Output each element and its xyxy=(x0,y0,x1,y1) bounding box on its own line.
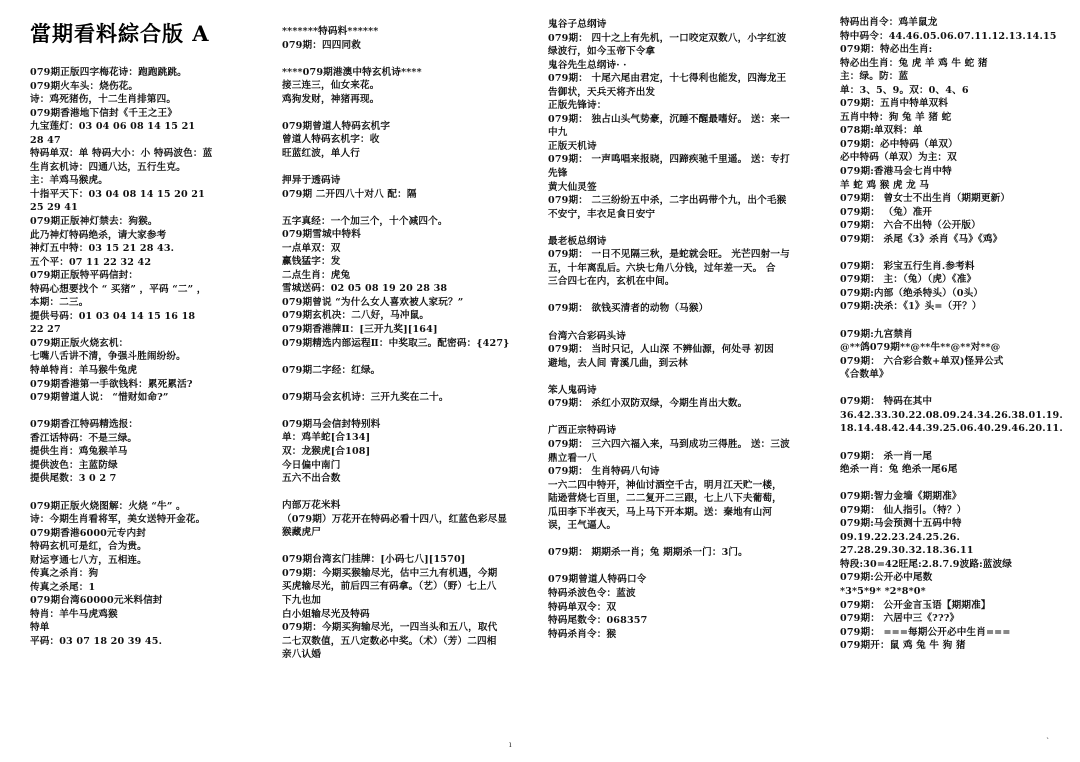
text-line: 079期： 仙人指引。（特？） xyxy=(840,504,967,516)
text-line: 五，十年离乱后。六块七角八分钱，过年差一天。 合 xyxy=(548,262,776,274)
text-line: 079期：四四同救 xyxy=(282,39,361,51)
text-line: 五肖中特：狗 兔 羊 猪 蛇 xyxy=(840,111,952,123)
text-line: 079期曾道人特码玄机字 xyxy=(282,120,391,132)
text-line: 诗：鸡死猪伤，十二生肖排第四。 xyxy=(30,94,177,106)
column-3 xyxy=(548,18,806,641)
spacer xyxy=(840,246,1072,260)
text-line: 《合数单》 xyxy=(840,369,889,381)
text-line: 09.19.22.23.24.25.26. xyxy=(840,531,960,543)
footer-mark-1: ı xyxy=(509,740,512,749)
text-line: 平码：03 07 18 20 39 45. xyxy=(30,635,163,647)
text-line: 接三连三，仙女来花。 xyxy=(282,80,380,92)
text-line: 079期香江特码精选报： xyxy=(30,419,139,431)
text-line: 079期二字经：红绿。 xyxy=(282,364,381,376)
text-line: 告御状，天兵天将齐出发 xyxy=(548,86,656,98)
text-line: 特中码令：44.46.05.06.07.11.12.13.14.15 xyxy=(840,30,1057,42)
text-line: 079期:马会预测十五码中特 xyxy=(840,518,962,530)
text-line: 079期正版特平码信封： xyxy=(30,270,139,282)
text-line: 079期： 生肖特码八句诗 xyxy=(548,466,660,478)
spacer xyxy=(548,316,806,330)
text-line: 生肖玄机诗：四通八达，五行生克。 xyxy=(30,161,186,173)
spacer xyxy=(548,289,806,303)
spacer xyxy=(282,160,534,174)
spacer xyxy=(548,560,806,574)
text-line: 鸡狗发财，神猪再现。 xyxy=(282,93,380,105)
text-line: 079期香港第一手欲钱料：累死累活? xyxy=(30,378,193,390)
text-line: 本期：二三。 xyxy=(30,297,89,309)
text-line: 误，王气逼人。 xyxy=(548,520,617,532)
spacer xyxy=(282,404,534,418)
text-line: 079期： ===每期公开必中生肖=== xyxy=(840,626,1011,638)
text-line: 079期马会信封特别料 xyxy=(282,418,381,430)
text-line: 079期香港牌Ⅱ：[三开九奖][164] xyxy=(282,324,438,336)
text-line: 主：绿。防：蓝 xyxy=(840,71,909,83)
text-line: 鬼谷子总纲诗 xyxy=(548,19,607,30)
text-line: 香江话特码：不是三绿。 xyxy=(30,432,138,444)
text-line: 诗：今期生肖看将军，美女送特开金花。 xyxy=(30,514,206,526)
text-line: 079期台湾60000元米料信封 xyxy=(30,595,163,607)
text-line: *3*5*9* *2*8*0* xyxy=(840,585,926,597)
spacer xyxy=(840,436,1072,450)
text-line: 079期： 主：（兔）（虎）《准》 xyxy=(840,274,977,286)
spacer xyxy=(282,201,534,215)
text-line: 内部万花米料 xyxy=(282,500,341,512)
text-line: 特码尾数令：068357 xyxy=(548,615,648,627)
text-line: 079期:智力金墙《期期准》 xyxy=(840,491,962,503)
text-line: 36.42.33.30.22.08.09.24.34.26.38.01.19. xyxy=(840,409,1063,421)
text-line: 旺蓝红波，单人行 xyxy=(282,147,360,159)
spacer xyxy=(548,370,806,384)
text-line: 绝杀一肖：兔 绝杀一尾6尾 xyxy=(840,464,958,476)
text-line: 二七双数值，五八定数必中奖。（术）（芳）二四相 xyxy=(282,635,497,647)
column-2 xyxy=(282,25,534,662)
text-line: 079期： 公开金言玉语【期期准】 xyxy=(840,599,991,611)
text-line: 079期： 六合不出特（公开版） xyxy=(840,220,981,232)
text-line: 079期台湾玄门挂牌：[小码七八][1570] xyxy=(282,554,466,566)
column-1 xyxy=(30,66,270,649)
text-line: 猴藏虎尸 xyxy=(282,527,321,539)
spacer xyxy=(282,106,534,120)
text-line: @**鸽079期**@**牛**@**对**@ xyxy=(840,342,1001,354)
text-line: 特码玄机可是红，合为贵。 xyxy=(30,541,147,553)
spacer xyxy=(282,377,534,391)
spacer xyxy=(282,350,534,364)
text-line: 特码心想要找个 “ 买猪” ，平码 “二” ， xyxy=(30,283,207,295)
text-line: 079期:公开必中尾数 xyxy=(840,572,933,584)
text-line: 079期正版四字梅花诗：跑跑跳跳。 xyxy=(30,67,187,78)
text-line: 25 29 41 xyxy=(30,202,78,214)
page-title: 當期看料綜合版 A xyxy=(30,21,210,46)
text-line: 白小姐输尽光及特码 xyxy=(282,608,370,620)
text-line: 079期： 杀红小双防双绿，今期生肖出大数。 xyxy=(548,398,748,410)
text-line: 079期： 二三纷纷五中杀，二字出码带个九，出个毛猴 xyxy=(548,195,787,207)
text-line: 079期曾道人特码口令 xyxy=(548,574,647,586)
text-line: 079期： 当时只记，人山深 不辨仙源，何处寻 初因 xyxy=(548,344,774,356)
text-line: 079期正版神灯禁去：狗猴。 xyxy=(30,216,158,228)
text-line: 提供波色：主蓝防绿 xyxy=(30,459,118,471)
text-line: 079期:香港马会七肖中特 xyxy=(840,166,952,178)
text-line: 079期：必中特码（单双） xyxy=(840,138,958,150)
text-line: 此乃神灯特码绝杀，请大家参考 xyxy=(30,229,167,241)
text-line: 079期：今期买狗输尽光，一四当头和五八，取代 xyxy=(282,622,498,634)
text-line: 079期玄机决：二八好，马冲鼠。 xyxy=(282,310,430,322)
text-line: 黄大仙灵签 xyxy=(548,181,597,193)
text-line: 079期 二开四八十对八 配：隔 xyxy=(282,188,417,200)
text-line: 079期香港地下信封《千王之王》 xyxy=(30,107,178,119)
text-line: 提供号码：01 03 04 14 15 16 18 xyxy=(30,310,196,322)
text-line: 特码杀波色令：蓝波 xyxy=(548,587,636,599)
spacer xyxy=(548,411,806,425)
text-line: 079期正版火烧图解：火烧 “牛” 。 xyxy=(30,500,186,512)
text-line: 特码杀肖令：猴 xyxy=(548,628,617,640)
text-line: 鬼谷先生总纲诗· · xyxy=(548,59,627,71)
text-line: 双：龙猴虎[合108] xyxy=(282,445,371,457)
text-line: 必中特码（单双）为主：双 xyxy=(840,152,957,164)
text-line: 五字真经：一个加三个，十个减四个。 xyxy=(282,215,448,227)
text-line: 079期： 六居中三《???》 xyxy=(840,613,960,625)
text-line: 079期正版火烧玄机： xyxy=(30,337,129,349)
text-line: （079期）万花开在特码必看十四八，红蓝色彩尽显 xyxy=(282,513,508,525)
text-line: 079期： 三六四六福入来，马到成功三得胜。 送：三波 xyxy=(548,438,790,450)
text-line: 079期：五肖中特单双料 xyxy=(840,98,949,110)
text-line: 台湾六合彩码头诗 xyxy=(548,330,626,342)
text-line: 买虎输尽光，前后四三有码拿。（艺）（野）七上八 xyxy=(282,581,497,593)
text-line: 079期开：鼠 鸡 兔 牛 狗 猪 xyxy=(840,640,966,652)
text-line: 特码单双：单 特码大小：小 特码波色：蓝 xyxy=(30,148,213,160)
spacer xyxy=(840,477,1072,491)
text-line: 传真之杀肖：狗 xyxy=(30,568,99,580)
text-line: 特单特肖：羊马猴牛兔虎 xyxy=(30,365,138,377)
text-line: 陆逊营烧七百里，二二复开二三跟，七上八下夫葡萄， xyxy=(548,493,782,505)
text-line: 一六二四中特开，神仙讨酒空千古，明月江天贮一楼， xyxy=(548,479,782,491)
text-line: 特段:30=42旺尾:2.8.7.9波路:蓝波绿 xyxy=(840,558,1013,570)
text-line: 单：鸡羊蛇[合134] xyxy=(282,432,371,444)
text-line: 079期： 特码在其中 xyxy=(840,396,933,408)
text-line: 特码单双令：双 xyxy=(548,601,617,613)
text-line: 22 27 xyxy=(30,324,61,336)
text-line: 079期：今期买猴输尽光，估中三九有机遇，今期 xyxy=(282,567,498,579)
text-line: 18.14.48.42.44.39.25.06.40.29.46.20.11. xyxy=(840,423,1063,435)
text-line: *******特码料****** xyxy=(282,26,379,37)
text-line: 最老板总纲诗 xyxy=(548,235,607,247)
text-line: 亲八认婚 xyxy=(282,649,321,661)
text-line: 079期：特必出生肖: xyxy=(840,44,933,56)
text-line: 主：羊鸡马猴虎。 xyxy=(30,175,108,187)
text-line: 九宝莲灯：03 04 06 08 14 15 21 xyxy=(30,121,196,133)
text-line: 079期:内部（绝杀特头）（0头） xyxy=(840,287,984,299)
text-line: 单：3、5、9。双：0、4、6 xyxy=(840,84,969,96)
text-line: 特必出生肖：兔 虎 羊 鸡 牛 蛇 猪 xyxy=(840,57,988,69)
text-line: 079期火车头：烧伤花。 xyxy=(30,80,139,92)
text-line: 正版天机诗 xyxy=(548,140,597,152)
text-line: 078期:单双料：单 xyxy=(840,125,923,137)
spacer xyxy=(840,314,1072,328)
text-line: 079期： 欲钱买清者的动物（马猴） xyxy=(548,303,709,315)
text-line: 中九 xyxy=(548,127,568,139)
text-line: 079期曾道人说： “惜财如命?” xyxy=(30,392,169,404)
text-line: 十指平天下：03 04 08 14 15 20 21 xyxy=(30,188,205,200)
text-line: 正版先锋诗： xyxy=(548,100,607,112)
text-line: 079期:九宫禁肖 xyxy=(840,328,913,340)
text-line: 五六不出合数 xyxy=(282,473,341,485)
text-line: 七嘴八舌讲不清，争强斗胜闹纷纷。 xyxy=(30,351,186,363)
text-line: 079期： 六合彩合数+单双)怪异公式 xyxy=(840,355,1004,367)
text-line: 传真之杀尾：1 xyxy=(30,581,96,593)
text-line: 财运亨通七八方，五相连。 xyxy=(30,554,147,566)
text-line: 鼎立看一八 xyxy=(548,452,597,464)
text-line: 瓜田李下半夜天，马上马下开本期。送：秦地有山河 xyxy=(548,506,773,518)
text-line: 079期： 一日不见隔三秋，是蛇就会旺。 光芒四射一与 xyxy=(548,249,790,261)
text-line: 079期： 十尾六尾由君定，十七得利也能发，四海龙王 xyxy=(548,73,787,85)
footer-mark-2: ` xyxy=(1046,737,1050,746)
spacer xyxy=(282,486,534,500)
text-line: 曾道人特码玄机字：收 xyxy=(282,134,380,146)
text-line: 079期： 期期杀一肖；兔 期期杀一门：3门。 xyxy=(548,547,748,559)
text-line: 079期： 杀一肖一尾 xyxy=(840,450,933,462)
spacer xyxy=(30,405,270,419)
text-line: 079期香港6000元专内封 xyxy=(30,527,146,539)
text-line: 绿波行，如今玉帝下令拿 xyxy=(548,46,656,58)
text-line: 笨人鬼码诗 xyxy=(548,384,597,396)
column-4 xyxy=(840,16,1072,653)
text-line: 079期： 独占山头气势豪，沉睡不醒最嗜好。 送：来一 xyxy=(548,113,790,125)
text-line: 三合四七在内，玄机在中间。 xyxy=(548,276,675,288)
spacer xyxy=(840,382,1072,396)
text-line: 079期曾说 “为什么女人喜欢被人家玩？” xyxy=(282,296,464,308)
spacer xyxy=(30,486,270,500)
text-line: 羊 蛇 鸡 猴 虎 龙 马 xyxy=(840,179,930,191)
text-line: 先锋 xyxy=(548,168,568,180)
text-line: 079期： （兔）准开 xyxy=(840,206,933,218)
text-line: 079期： 杀尾《3》杀肖《马》《鸡》 xyxy=(840,233,1003,245)
text-line: 079期:决杀：《1》头=（开？） xyxy=(840,301,982,313)
text-line: 今日偏中南门 xyxy=(282,459,341,471)
text-line: 赢钱猛字：发 xyxy=(282,256,341,268)
text-line: 提供生肖：鸡兔猴羊马 xyxy=(30,446,128,458)
text-line: 下九也加 xyxy=(282,594,321,606)
text-line: 特单 xyxy=(30,622,50,634)
text-line: 特肖：羊牛马虎鸡猴 xyxy=(30,608,118,620)
text-line: 一点单双：双 xyxy=(282,242,341,254)
text-line: 特码出肖令：鸡羊鼠龙 xyxy=(840,17,938,28)
text-line: 079期精选内部运程Ⅱ：中奖取三。配密码：{427} xyxy=(282,337,510,349)
text-line: 不安宁，丰衣足食日安宁 xyxy=(548,208,656,220)
text-line: 079期： 曾女士不出生肖（期期更新） xyxy=(840,193,1011,205)
text-line: 广西正宗特码诗 xyxy=(548,425,617,437)
text-line: 27.28.29.30.32.18.36.11 xyxy=(840,545,974,557)
text-line: 提供尾数：3 0 2 7 xyxy=(30,473,117,485)
spacer xyxy=(548,221,806,235)
text-line: 079期马会玄机诗：三开九奖在二十。 xyxy=(282,391,449,403)
text-line: 28 47 xyxy=(30,134,61,146)
text-line: 079期雪城中特料 xyxy=(282,229,361,241)
text-line: 避地，去人间 青溪几曲，到云林 xyxy=(548,357,688,369)
spacer xyxy=(282,52,534,66)
text-line: 押异于透码诗 xyxy=(282,175,341,187)
text-line: 二点生肖：虎兔 xyxy=(282,269,351,281)
text-line: 079期： 彩宝五行生肖.参考料 xyxy=(840,260,975,272)
text-line: 雪城送码：02 05 08 19 20 28 38 xyxy=(282,283,448,295)
spacer xyxy=(548,533,806,547)
text-line: 079期： 一声鸣唱来报晓，四蹄疾驰千里遥。 送：专打 xyxy=(548,154,790,166)
text-line: ****079期港澳中特玄机诗**** xyxy=(282,66,422,78)
spacer xyxy=(282,540,534,554)
text-line: 神灯五中特：03 15 21 28 43. xyxy=(30,243,175,255)
text-line: 五个平：07 11 22 32 42 xyxy=(30,256,152,268)
text-line: 079期： 四十之上有先机，一口咬定双数八，小字红波 xyxy=(548,32,787,44)
